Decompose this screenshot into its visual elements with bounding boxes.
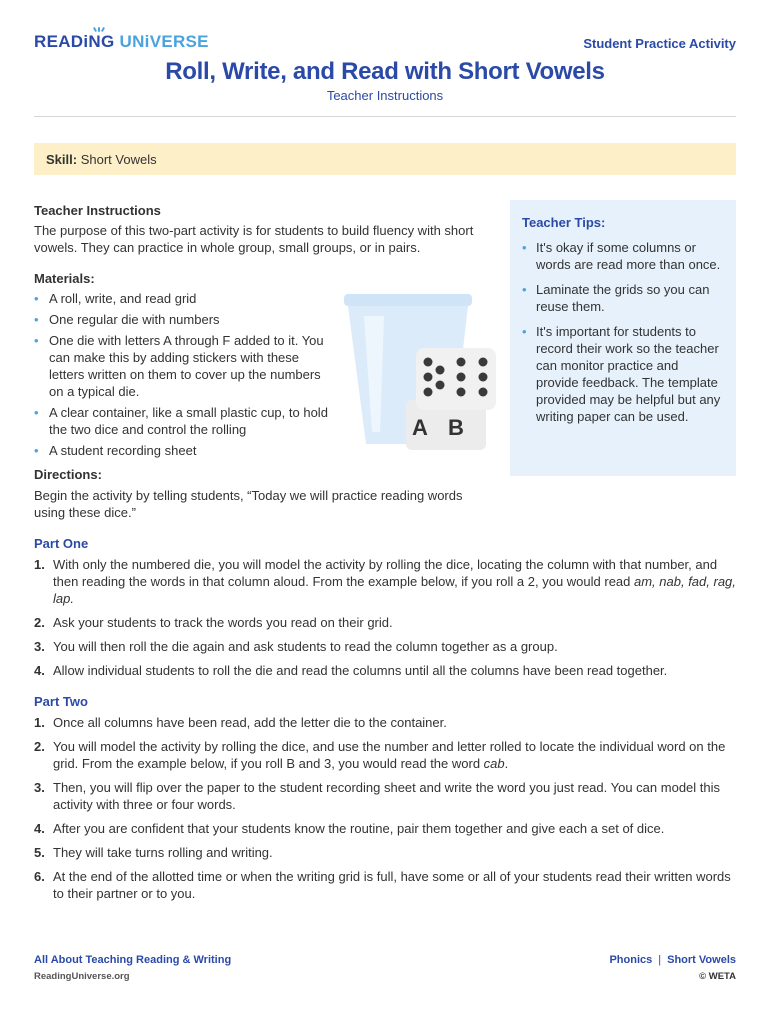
logo-text-universe: UNiVERSE [119,32,209,51]
step-number: 1. [34,715,45,730]
step-text: At the end of the allotted time or when the writing grid is full, have some or all of your students read their written words to their partner or to you. [53,869,731,901]
part-two-steps [34,714,736,902]
step-text: They will take turns rolling and writing. [53,845,273,860]
page-title: Roll, Write, and Read with Short Vowels [165,58,605,85]
intro-heading: Teacher Instructions [34,203,161,218]
materials-heading: Materials: [34,271,95,286]
cup-and-dice-illustration [340,292,500,452]
list-item [34,868,736,902]
step-number: 6. [34,869,45,884]
die-letter-a: A [412,415,428,440]
list-item [34,714,736,731]
step-text: Ask your students to track the words you read on their grid. [53,615,393,630]
activity-type-label: Student Practice Activity [583,36,736,51]
list-item [34,820,736,837]
part-one-heading: Part One [34,536,89,551]
step-text: You will then roll the die again and ask students to read the column together as a group. [53,639,558,654]
step-emphasis: am, nab, fad, rag, lap. [53,574,736,606]
list-item: • A student recording sheet [34,442,334,459]
step-number: 3. [34,780,45,795]
list-item: • One regular die with numbers [34,311,334,328]
footer-link-phonics[interactable]: Phonics [609,954,653,966]
part-one-steps [34,556,736,679]
part-two-heading: Part Two [34,694,88,709]
step-number: 4. [34,821,45,836]
list-item [34,556,736,607]
step-emphasis: cab [483,756,505,771]
tips-list [522,239,724,425]
step-number: 2. [34,739,45,754]
skill-value: Short Vowels [80,152,157,167]
step-text: Once all columns have been read, add the letter die to the container. [53,715,447,730]
directions-heading: Directions: [34,467,102,482]
intro-text: The purpose of this two-part activity is for students to build fluency with short vowels. They can practice in whole group, small groups, or in pairs. [34,223,474,255]
page-footer [34,954,736,994]
footer-series-title[interactable]: All About Teaching Reading & Writing [34,954,232,966]
step-text: Allow individual students to roll the die and read the columns until all the columns have been read together. [53,663,668,678]
footer-breadcrumb [609,954,736,966]
list-item [34,738,736,772]
step-text: After you are confident that your students know the routine, pair them together and give each a set of dice. [53,821,665,836]
cup-dice-icon [340,292,500,452]
teacher-tips-box [510,200,736,476]
list-item [34,614,736,631]
list-item [34,779,736,813]
step-text: You will model the activity by rolling the dice, and use the number and letter rolled to locate the individual word on the grid. From the example below, if you roll B and 3, you would read the word [53,739,726,771]
list-item: • It's important for students to record their work so the teacher can monitor practice and provide feedback. The template provided may be helpful but any writing paper can be used. [522,323,724,425]
header-divider [34,116,736,117]
reading-universe-logo[interactable] [34,32,209,52]
directions-text: Begin the activity by telling students, “Today we will practice reading words using these dice.” [34,488,463,520]
step-number: 4. [34,663,45,678]
list-item: • It's okay if some columns or words are read more than once. [522,239,724,273]
skill-bar [34,143,736,175]
tips-heading: Teacher Tips: [522,215,606,230]
materials-list [34,290,334,459]
logo-text-reading: READiNG [34,32,120,51]
step-text-after: . [504,756,509,771]
footer-link-short-vowels[interactable]: Short Vowels [667,954,736,966]
step-number: 3. [34,639,45,654]
list-item [34,844,736,861]
directions-section [34,466,736,909]
step-number: 2. [34,615,45,630]
list-item [34,638,736,655]
list-item: • A roll, write, and read grid [34,290,334,307]
step-text: With only the numbered die, you will model the activity by rolling the dice, locating the column with that number, and then reading the words in that column aloud. From the example below, if you roll a 2, you would read [53,557,718,589]
footer-copyright: © WETA [699,971,736,982]
skill-label: Skill: [46,152,78,167]
footer-site-url[interactable]: ReadingUniverse.org [34,971,130,982]
step-number: 1. [34,557,45,572]
page-subtitle: Teacher Instructions [326,88,444,103]
logo-spark-icon [94,24,104,32]
list-item: • Laminate the grids so you can reuse them. [522,281,724,315]
list-item: • A clear container, like a small plastic cup, to hold the two dice and control the rolling [34,404,334,438]
die-letter-b: B [448,415,464,440]
list-item [34,662,736,679]
step-text: Then, you will flip over the paper to the student recording sheet and write the word you just read. You can model this activity with three or four words. [53,780,721,812]
step-number: 5. [34,845,45,860]
list-item: • One die with letters A through F added to it. You can make this by adding stickers with these letters written on them to cover up the numbers on a typical die. [34,332,334,400]
footer-separator: | [658,954,662,966]
